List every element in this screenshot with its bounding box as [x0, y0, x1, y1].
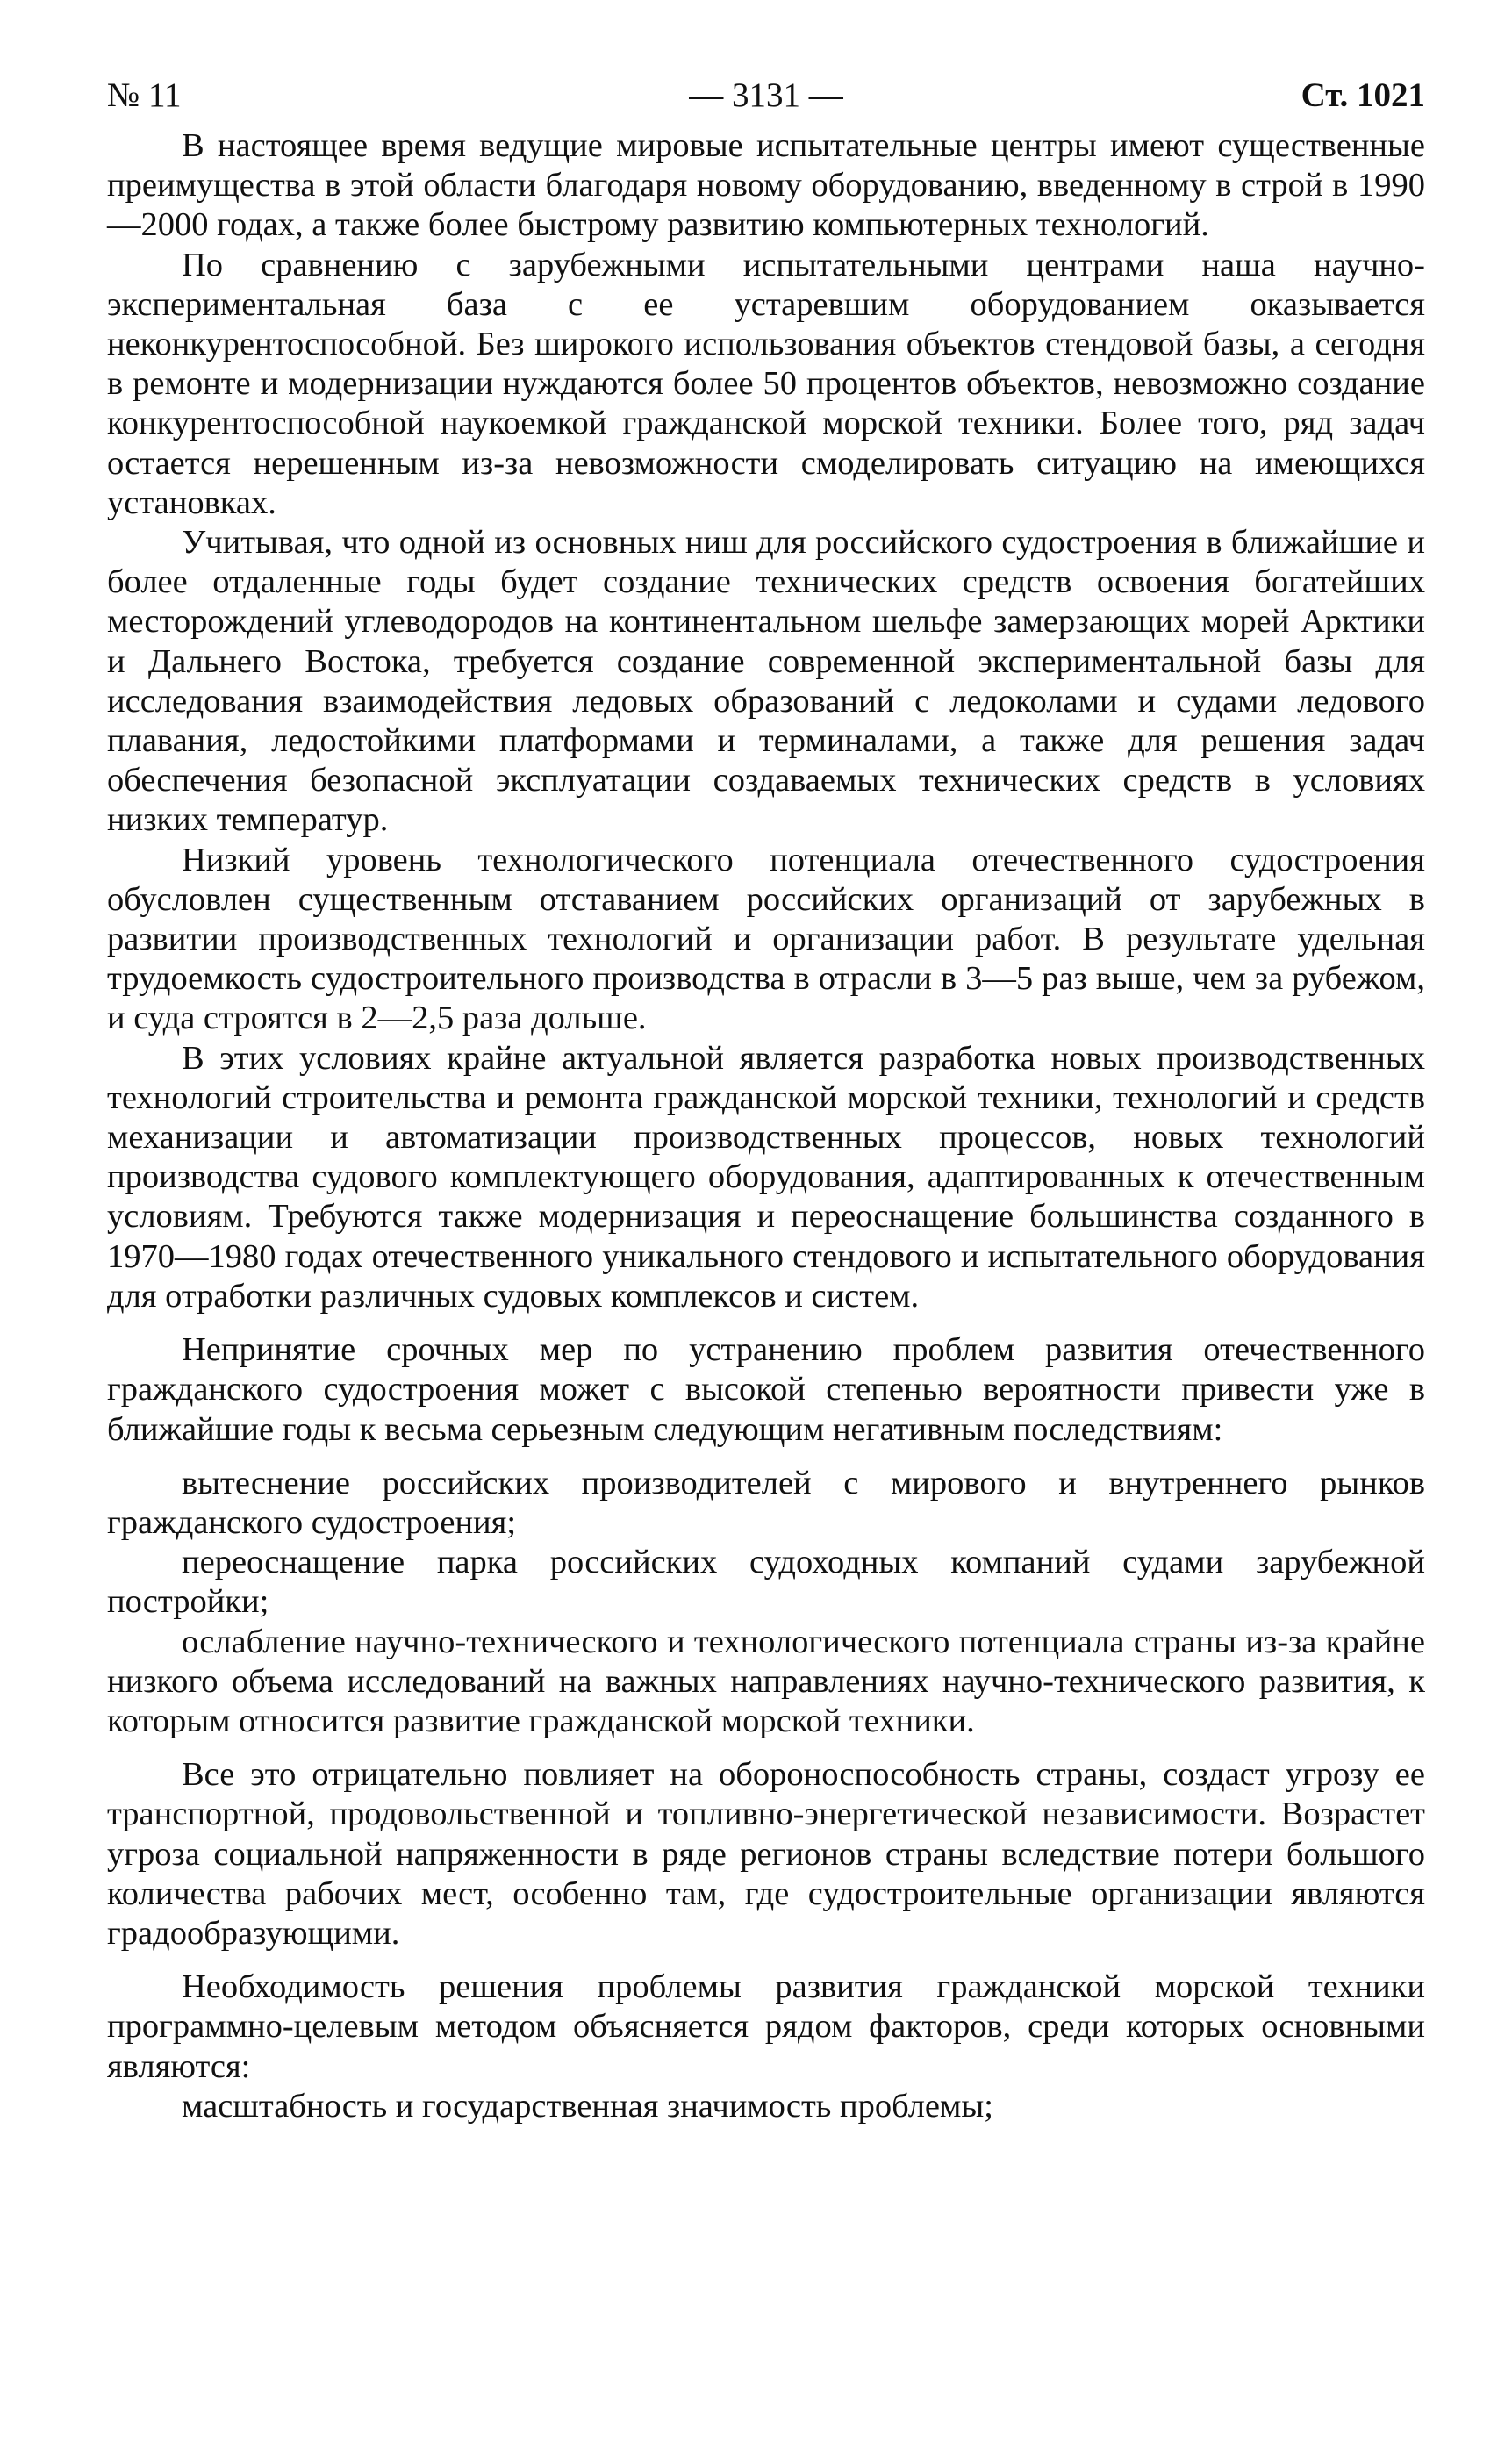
page-header: [107, 65, 1425, 126]
paragraph: Непринятие срочных мер по устранению проблем развития отечественного гражданского судостроения может с высокой степенью вероятности привести уже в ближайшие годы к весьма серьезным следующим негативным последствиям:: [107, 1331, 1425, 1448]
paragraph: По сравнению с зарубежными испытательными центрами наша научно-экспериментальная база с ее устаревшим оборудованием оказывается неконкурентоспособной. Без широкого использования объектов стендовой базы, а сегодня в ремонте и модернизации нуждаются более 50 процентов объектов, невозможно создание конкурентоспособной наукоемкой гражданской морской техники. Более того, ряд задач остается нерешенным из-за невозможности смоделировать ситуацию на имеющихся установках.: [107, 246, 1425, 521]
document-page: [107, 65, 1425, 2126]
list-item: ослабление научно-технического и технологического потенциала страны из-за крайне низкого объема исследований на важных направлениях научно-технического развития, к которым относится развитие гражданской морской техники.: [107, 1623, 1425, 1739]
document-body: [107, 126, 1425, 2126]
issue-number: № 11: [107, 76, 182, 114]
paragraph: Необходимость решения проблемы развития гражданской морской техники программно-целевым методом объясняется рядом факторов, среди которых основными являются:: [107, 1968, 1425, 2085]
article-number: Ст. 1021: [1301, 76, 1425, 114]
list-item: вытеснение российских производителей с мирового и внутреннего рынков гражданского судостроения;: [107, 1464, 1425, 1541]
paragraph: Низкий уровень технологического потенциала отечественного судостроения обусловлен существенным отставанием российских организаций от зарубежных в развитии производственных технологий и организации работ. В результате удельная трудоемкость судостроительного производства в отрасли в 3—5 раз выше, чем за рубежом, и суда строятся в 2—2,5 раза дольше.: [107, 841, 1425, 1037]
list-item: масштабность и государственная значимость проблемы;: [182, 2087, 993, 2125]
paragraph: Учитывая, что одной из основных ниш для российского судостроения в ближайшие и более отдаленные годы будет создание технических средств освоения богатейших месторождений углеводородов на континентальном шельфе замерзающих морей Арктики и Дальнего Востока, требуется создание современной экспериментальной базы для исследования взаимодействия ледовых образований с ледоколами и судами ледового плавания, ледостойкими платформами и терминалами, а также для решения задач обеспечения безопасной эксплуатации создаваемых технических средств в условиях низких температур.: [107, 524, 1425, 839]
paragraph: Все это отрицательно повлияет на обороноспособность страны, создаст угрозу ее транспортной, продовольственной и топливно-энергетической независимости. Возрастет угроза социальной напряженности в ряде регионов страны вследствие потери большого количества рабочих мест, особенно там, где судостроительные организации являются градообразующими.: [107, 1756, 1425, 1952]
page-number: — 3131 —: [689, 76, 843, 114]
paragraph: В настоящее время ведущие мировые испытательные центры имеют существенные преимущества в этой области благодаря новому оборудованию, введенному в строй в 1990—2000 годах, а также более быстрому развитию компьютерных технологий.: [107, 127, 1425, 244]
paragraph: В этих условиях крайне актуальной является разработка новых производственных технологий строительства и ремонта гражданской морской техники, технологий и средств механизации и автоматизации производственных процессов, новых технологий производства судового комплектующего оборудования, адаптированных к отечественным условиям. Требуются также модернизация и переоснащение большинства созданного в 1970—1980 годах отечественного уникального стендового и испытательного оборудования для отработки различных судовых комплексов и систем.: [107, 1039, 1425, 1315]
list-item: переоснащение парка российских судоходных компаний судами зарубежной постройки;: [107, 1544, 1425, 1621]
